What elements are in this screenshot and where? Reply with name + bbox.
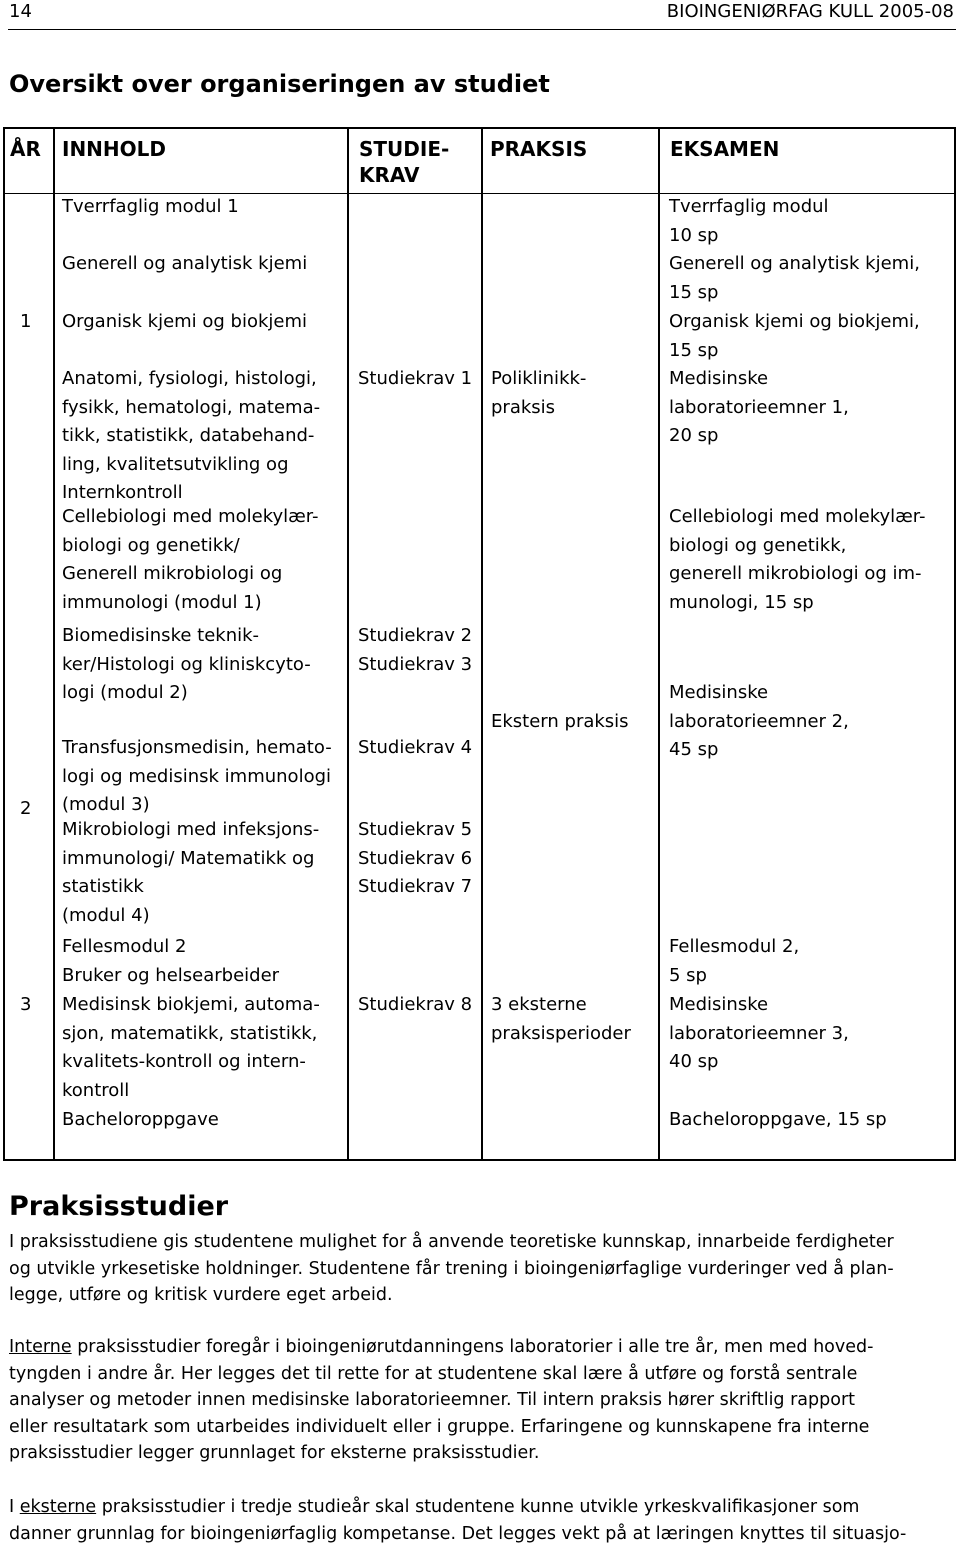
- page-title: Oversikt over organiseringen av studiet: [9, 70, 550, 98]
- paragraph-intro: I praksisstudiene gis studentene mulighet for å anvende teoretiske kunnskap, innarbeide ferdigheter og utvikle yrkesetiske holdninger. Studentene får trening i bioingeniørfaglige vurderinger ved å plan- legge, utføre og kritisk vurdere eget arbeid.: [9, 1232, 894, 1305]
- year-label: 3: [20, 994, 32, 1015]
- section-heading: Praksisstudier: [9, 1191, 229, 1222]
- year-label: 2: [20, 798, 32, 819]
- content-cell: Medisinsk biokjemi, automa- sjon, matematikk, statistikk, kvalitets-kontroll og intern- kontroll: [62, 994, 320, 1101]
- requirement-cell: Studiekrav 2 Studiekrav 3: [358, 625, 473, 675]
- col-header-requirements-2: KRAV: [359, 163, 420, 187]
- exam-cell: Generell og analytisk kjemi, 15 sp: [669, 253, 920, 303]
- content-cell: Anatomi, fysiologi, histologi, fysikk, hematologi, matema- tikk, statistikk, databehand- ling, kvalitetsutvikling og Internkontroll: [62, 368, 321, 503]
- term-external: eksterne: [19, 1497, 97, 1517]
- col-header-year: ÅR: [10, 137, 41, 161]
- content-cell: Mikrobiologi med infeksjons- immunologi/ Matematikk og statistikk (modul 4): [62, 819, 320, 926]
- exam-cell: Cellebiologi med molekylær- biologi og genetikk, generell mikrobiologi og im- munologi, 15 sp: [669, 506, 926, 613]
- col-header-practice: PRAKSIS: [490, 137, 588, 161]
- exam-cell: Medisinske laboratorieemner 2, 45 sp: [669, 682, 849, 760]
- exam-cell: Fellesmodul 2, 5 sp: [669, 936, 800, 986]
- content-cell: Tverrfaglig modul 1: [62, 196, 239, 217]
- page-number: 14: [9, 1, 32, 22]
- content-cell: Cellebiologi med molekylær- biologi og genetikk/ Generell mikrobiologi og immunologi (modul 1): [62, 506, 319, 613]
- col-header-exam: EKSAMEN: [670, 137, 780, 161]
- header-rule: [8, 29, 956, 30]
- content-cell: Transfusjonsmedisin, hemato- logi og medisinsk immunologi (modul 3): [62, 737, 332, 815]
- content-cell: Biomedisinske teknik- ker/Histologi og kliniskcyto- logi (modul 2): [62, 625, 311, 703]
- exam-cell: Medisinske laboratorieemner 1, 20 sp: [669, 368, 849, 446]
- requirement-cell: Studiekrav 1: [358, 368, 473, 389]
- content-cell: Organisk kjemi og biokjemi: [62, 311, 308, 332]
- exam-cell: Tverrfaglig modul 10 sp: [669, 196, 829, 246]
- practice-cell: Poliklinikk- praksis: [491, 368, 587, 418]
- page-header: [0, 0, 960, 24]
- col-header-requirements-1: STUDIE-: [359, 137, 450, 161]
- practice-cell: Ekstern praksis: [491, 711, 629, 732]
- requirement-cell: Studiekrav 4: [358, 737, 473, 758]
- running-title: BIOINGENIØRFAG KULL 2005-08: [666, 1, 954, 22]
- overview-table: [3, 127, 956, 1161]
- practice-cell: 3 eksterne praksisperioder: [491, 994, 631, 1044]
- content-cell: Generell og analytisk kjemi: [62, 253, 308, 274]
- exam-cell: Medisinske laboratorieemner 3, 40 sp: [669, 994, 849, 1072]
- table-vline: [347, 129, 349, 1159]
- table-vline: [658, 129, 660, 1159]
- year-label: 1: [20, 311, 32, 332]
- exam-cell: Organisk kjemi og biokjemi, 15 sp: [669, 311, 920, 361]
- requirement-cell: Studiekrav 5 Studiekrav 6 Studiekrav 7: [358, 819, 473, 897]
- exam-cell: Bacheloroppgave, 15 sp: [669, 1109, 887, 1130]
- col-header-content: INNHOLD: [62, 137, 167, 161]
- table-vline: [53, 129, 55, 1159]
- term-internal: Interne: [9, 1337, 72, 1357]
- table-vline: [481, 129, 483, 1159]
- content-cell: Bacheloroppgave: [62, 1109, 219, 1130]
- content-cell: Fellesmodul 2 Bruker og helsearbeider: [62, 936, 280, 986]
- paragraph-internal: Interne praksisstudier foregår i bioingeniørutdanningens laboratorier i alle tre år, men med hoved- tyngden i andre år. Her legges det til rette for at studentene skal lære å utføre og forstå sentrale analyser og metoder innen medisinske laboratorieemner. Til intern praksis hører skriftlig rapport eller resultatark som utarbeides individuelt eller i gruppe. Erfaringene og kunnskapene fra interne praksisstudier legger grunnlaget for eksterne praksisstudier.: [9, 1337, 874, 1463]
- paragraph-external: I eksterne praksisstudier i tredje studieår skal studentene kunne utvikle yrkeskvalifikasjoner som danner grunnlag for bioingeniørfaglig kompetanse. Det legges vekt på at læringen knyttes til situasjo-: [9, 1497, 907, 1544]
- requirement-cell: Studiekrav 8: [358, 994, 473, 1015]
